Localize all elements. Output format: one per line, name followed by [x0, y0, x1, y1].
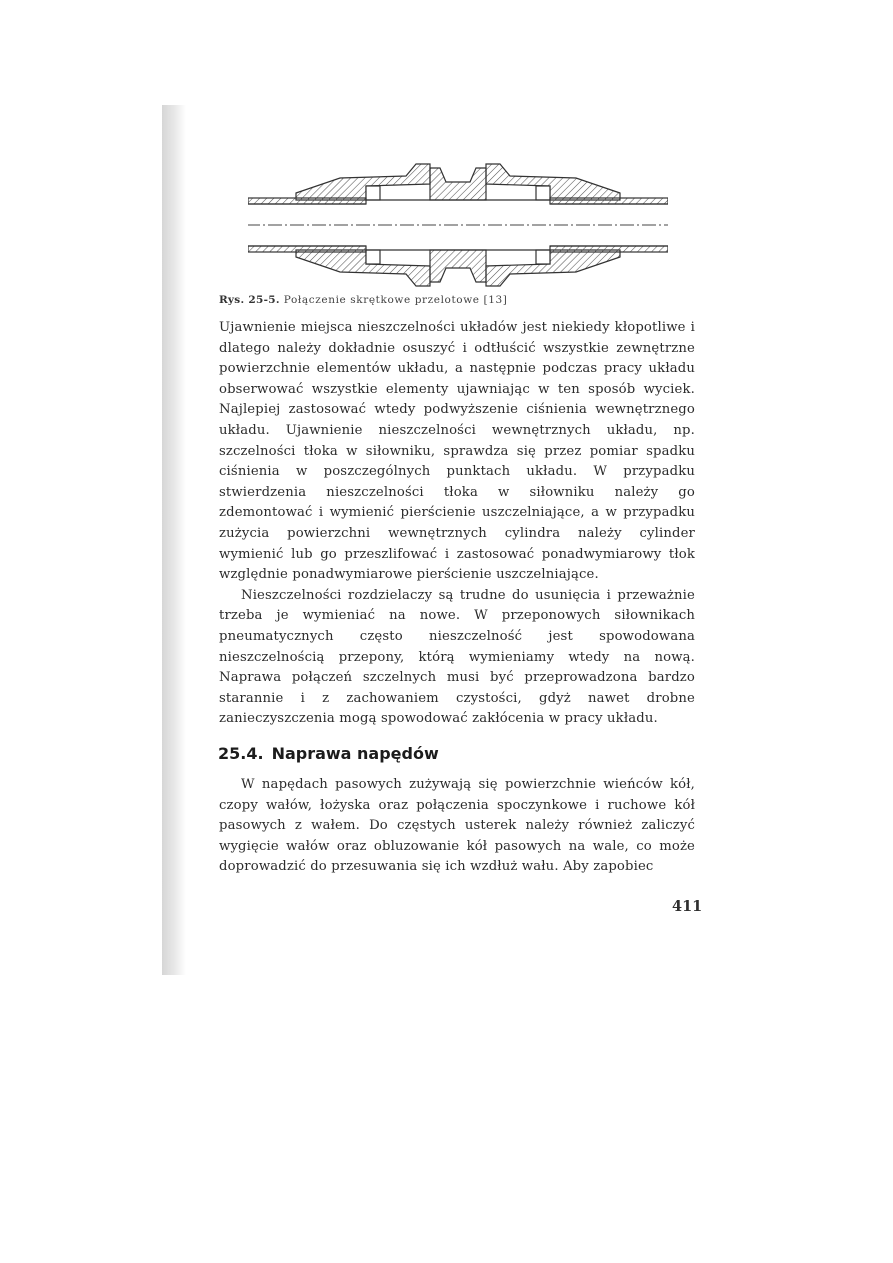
page-number: 411	[672, 898, 703, 915]
body-text-upper	[219, 318, 695, 730]
section-number: 25.4.	[218, 744, 264, 763]
figure-label: Rys. 25-5.	[219, 294, 280, 306]
body-text-lower	[219, 775, 695, 878]
pipe-fitting-drawing	[248, 160, 668, 290]
section-title: Naprawa napędów	[271, 744, 439, 763]
section-heading	[218, 744, 439, 763]
pipe-fitting-icon	[248, 160, 668, 290]
figure-caption	[219, 294, 508, 306]
figure-caption-text: Połączenie skrętkowe przelotowe [13]	[283, 294, 508, 306]
paragraph: W napędach pasowych zużywają się powierzchnie wieńców kół, czopy wałów, łożyska oraz połączenia spoczynkowe i ruchowe kół pasowych z wałem. Do częstych usterek należy również zaliczyć wygięcie wałów oraz obluzowanie kół pasowych na wale, co może doprowadzić do przesuwania się ich wzdłuż wału. Aby zapobiec	[219, 777, 695, 875]
binding-shadow	[162, 105, 186, 975]
paragraph: Nieszczelności rozdzielaczy są trudne do usunięcia i przeważnie trzeba je wymieniać na nowe. W przeponowych siłownikach pneumatycznych często nieszczelność jest spowodowana nieszczelnością przepony, którą wymieniamy wtedy na nową. Naprawa połączeń szczelnych musi być przeprowadzona bardzo starannie i z zachowaniem czystości, gdyż nawet drobne zanieczyszczenia mogą spowodować zakłócenia w pracy układu.	[219, 587, 695, 727]
paragraph: Ujawnienie miejsca nieszczelności układów jest niekiedy kłopotliwe i dlatego należy dokładnie osuszyć i odtłuścić wszystkie zewnętrzne powierzchnie elementów układu, a następnie podczas pracy układu obserwować wszystkie elementy ujawniając w ten sposób wyciek. Najlepiej zastosować wtedy podwyższenie ciśnienia wewnętrznego układu. Ujawnienie nieszczelności wewnętrznych układu, np. szczelności tłoka w siłowniku, sprawdza się przez pomiar spadku ciśnienia w poszczególnych punktach układu. W przypadku stwierdzenia nieszczelności tłoka w siłowniku należy go zdemontować i wymienić pierścienie uszczelniające, a w przypadku zużycia powierzchni wewnętrznych cylindra należy cylinder wymienić lub go przeszlifować i zastosować ponadwymiarowy tłok względnie ponadwymiarowe pierścienie uszczelniające.	[219, 320, 695, 583]
